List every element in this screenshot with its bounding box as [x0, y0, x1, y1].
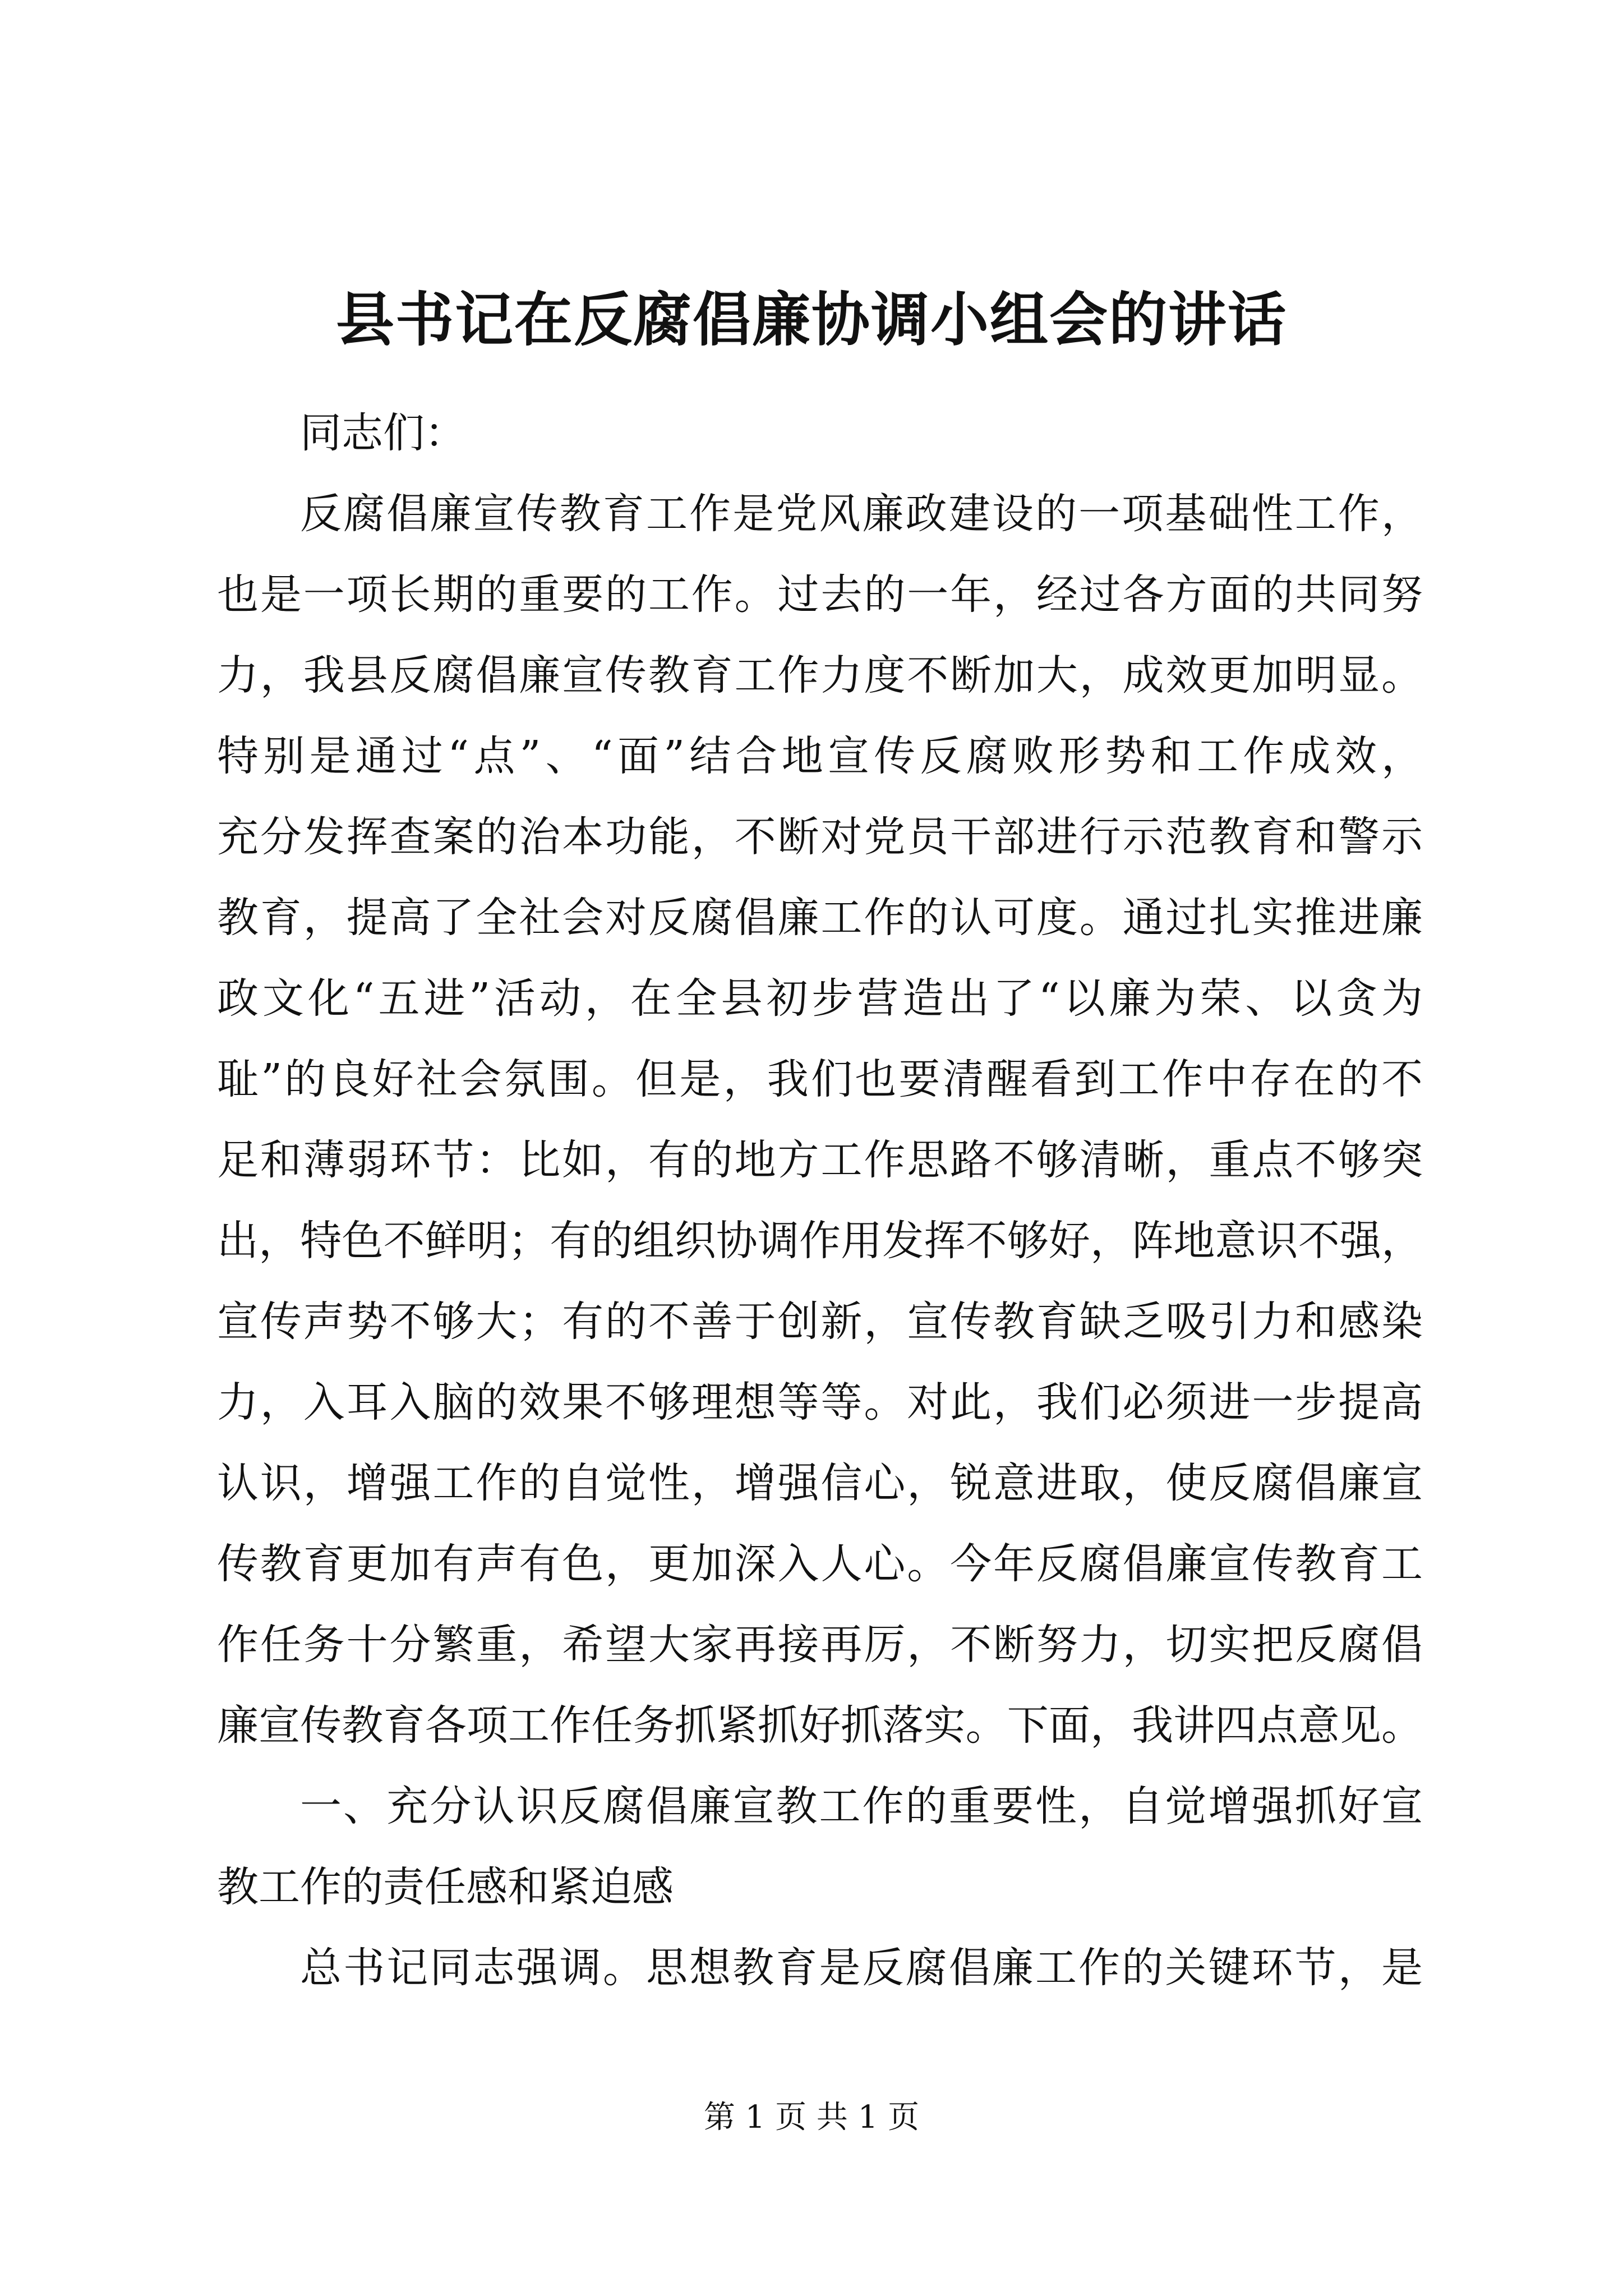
body-line: 宣传声势不够大；有的不善于创新，宣传教育缺乏吸引力和感染: [217, 1297, 1423, 1346]
body-line: 总书记同志强调。思想教育是反腐倡廉工作的关键环节，是: [300, 1944, 1423, 1992]
page-footer: 第 1 页 共 1 页: [703, 2099, 920, 2136]
body-line: 传教育更加有声有色，更加深入人心。今年反腐倡廉宣传教育工: [217, 1540, 1423, 1588]
body-line: 教育，提高了全社会对反腐倡廉工作的认可度。通过扎实推进廉: [217, 894, 1423, 942]
greeting-line: 同志们：: [300, 409, 466, 457]
body-line: 作任务十分繁重，希望大家再接再厉，不断努力，切实把反腐倡: [217, 1621, 1423, 1669]
section-heading-line: 教工作的责任感和紧迫感: [217, 1863, 674, 1911]
body-line: 耻”的良好社会氛围。但是，我们也要清醒看到工作中存在的不: [217, 1055, 1423, 1103]
body-line: 政文化“五进”活动，在全县初步营造出了“以廉为荣、以贪为: [217, 974, 1423, 1023]
body-line: 充分发挥查案的治本功能，不断对党员干部进行示范教育和警示: [217, 813, 1423, 861]
body-line: 足和薄弱环节：比如，有的地方工作思路不够清晰，重点不够突: [217, 1136, 1423, 1184]
body-line: 力，入耳入脑的效果不够理想等等。对此，我们必须进一步提高: [217, 1378, 1423, 1427]
body-line: 出，特色不鲜明；有的组织协调作用发挥不够好，阵地意识不强，: [217, 1217, 1423, 1265]
body-line: 反腐倡廉宣传教育工作是党风廉政建设的一项基础性工作，: [300, 490, 1423, 538]
body-line: 廉宣传教育各项工作任务抓紧抓好抓落实。下面，我讲四点意见。: [217, 1701, 1423, 1750]
body-line: 特别是通过“点”、“面”结合地宣传反腐败形势和工作成效，: [217, 732, 1423, 780]
section-heading-line: 一、充分认识反腐倡廉宣教工作的重要性，自觉增强抓好宣: [300, 1782, 1423, 1830]
body-line: 认识，增强工作的自觉性，增强信心，锐意进取，使反腐倡廉宣: [217, 1459, 1423, 1507]
document-title: 县书记在反腐倡廉协调小组会的讲话: [335, 285, 1287, 354]
body-line: 力，我县反腐倡廉宣传教育工作力度不断加大，成效更加明显。: [217, 651, 1423, 700]
document-body: [217, 393, 1423, 2008]
body-line: 也是一项长期的重要的工作。过去的一年，经过各方面的共同努: [217, 570, 1423, 619]
